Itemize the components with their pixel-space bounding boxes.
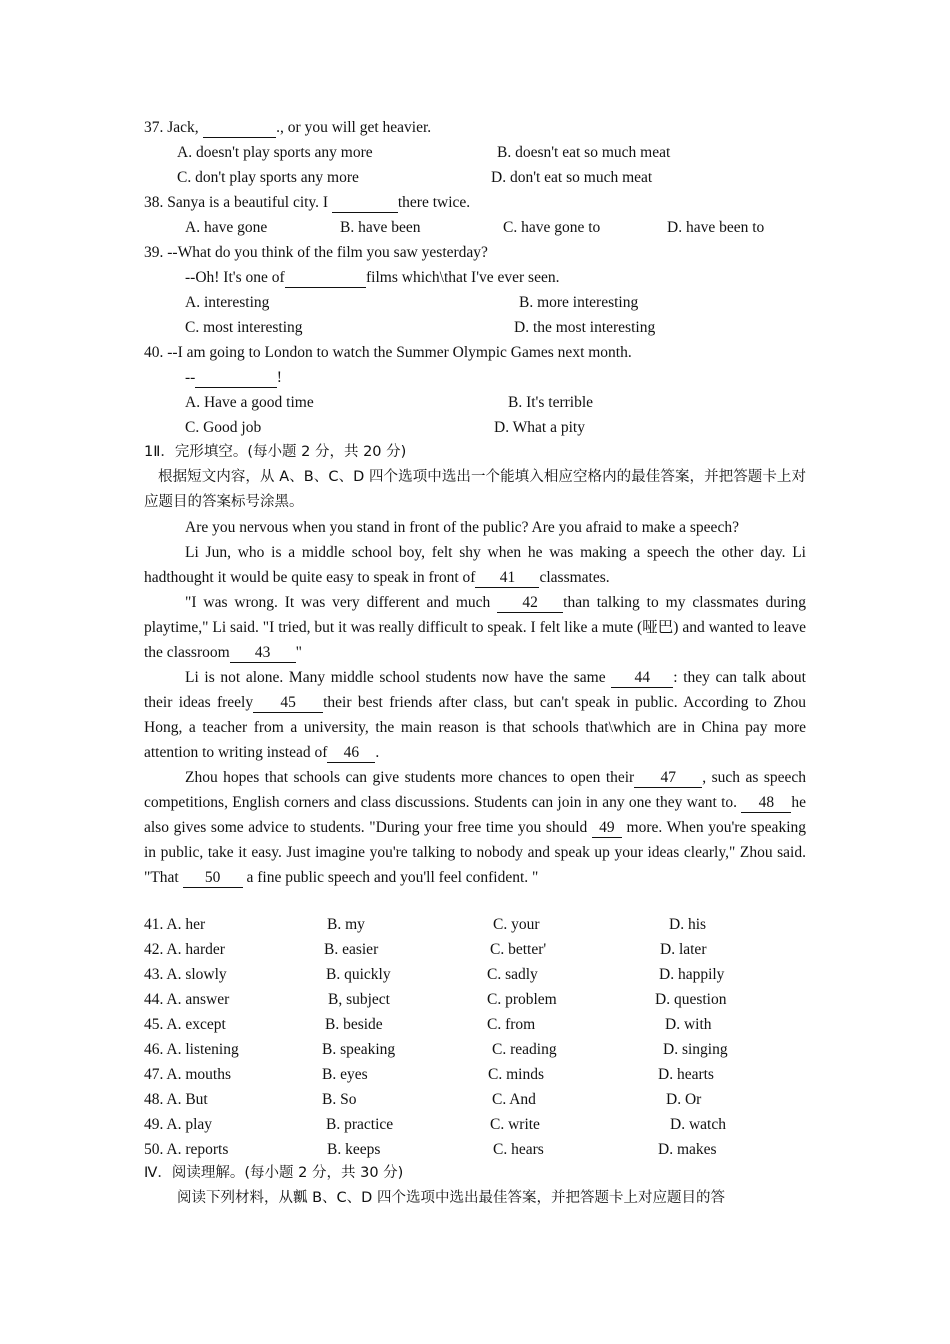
- p4-text-1: Li is not alone. Many middle school students now have the same: [185, 669, 612, 686]
- section-4-instruction-text: 阅读下列材料，从瓤 B、C、D 四个选项中选出最佳答案，并把答题卡上对应题目的答: [177, 1190, 725, 1206]
- p2-text-2: classmates.: [539, 569, 610, 586]
- option-c: C. hears: [493, 1141, 544, 1158]
- q40-option-c: C. Good job: [185, 419, 262, 436]
- options-row-46: [0, 1037, 950, 1062]
- q40-option-d: D. What a pity: [494, 419, 585, 436]
- q37-stem-end: ., or you will get heavier.: [276, 119, 432, 136]
- options-row-47: [0, 1062, 950, 1087]
- question-39-options-row1: [0, 290, 950, 315]
- q38-blank: [332, 194, 398, 213]
- option-b: B. quickly: [326, 966, 391, 983]
- p5-text-3: he also gives some advice to students. "During your free time you should: [144, 794, 806, 836]
- passage-paragraph-1: Are you nervous when you stand in front of the public? Are you afraid to make a speech?: [185, 519, 739, 536]
- option-a: 43. A. slowly: [144, 966, 227, 983]
- p3-text-3: ": [295, 644, 302, 661]
- q39-option-d: D. the most interesting: [514, 319, 656, 336]
- option-b: B. eyes: [322, 1066, 368, 1083]
- q40-reply-start: --: [185, 369, 196, 386]
- section-4-heading: [0, 1161, 950, 1186]
- option-d: D. makes: [658, 1141, 717, 1158]
- blank-41: 41: [475, 569, 539, 588]
- q38-option-b: B. have been: [340, 219, 421, 236]
- blank-46: 46: [327, 744, 375, 763]
- q37-stem-start: 37. Jack,: [144, 119, 203, 136]
- blank-44: 44: [611, 669, 673, 688]
- option-a: 50. A. reports: [144, 1141, 229, 1158]
- option-b: B. practice: [326, 1116, 394, 1133]
- p3-text-1: "I was wrong. It was very different and much: [185, 594, 498, 611]
- question-37-options-row2: [0, 165, 950, 190]
- p4-text-2: : they can talk about their ideas freely: [144, 669, 806, 711]
- q39-option-a: A. interesting: [185, 294, 270, 311]
- q38-option-a: A. have gone: [185, 219, 268, 236]
- option-c: C. sadly: [487, 966, 538, 983]
- question-40-options-row1: [0, 390, 950, 415]
- option-b: B. speaking: [322, 1041, 396, 1058]
- q38-option-d: D. have been to: [667, 219, 765, 236]
- option-d: D. Or: [666, 1091, 702, 1108]
- options-row-43: [0, 962, 950, 987]
- option-d: D. happily: [659, 966, 725, 983]
- options-row-48: [0, 1087, 950, 1112]
- blank-47: 47: [634, 769, 702, 788]
- option-c: C. your: [493, 916, 540, 933]
- q37-option-a: A. doesn't play sports any more: [177, 144, 373, 161]
- p5-text-4: more. When you're speaking in public, take it easy. Just imagine you're talking to nobody and speak up your ideas clearly," Zhou said. "That: [144, 819, 806, 886]
- q40-blank: [195, 369, 276, 388]
- p3-text-2: than talking to my classmates during playtime," Li said. "I tried, but it was really difficult to speak. I felt like a mute (哑巴) and wanted to leave the classroom: [144, 594, 806, 661]
- option-c: C. write: [490, 1116, 540, 1133]
- p5-text-1: Zhou hopes that schools can give students more chances to open their: [185, 769, 635, 786]
- question-40-reply: [0, 365, 950, 390]
- options-row-44: [0, 987, 950, 1012]
- blank-43: 43: [230, 644, 296, 663]
- options-row-45: [0, 1012, 950, 1037]
- question-40-stem: [0, 340, 950, 365]
- passage-paragraph-3: [144, 590, 806, 665]
- option-d: D. later: [660, 941, 707, 958]
- option-d: D. question: [655, 991, 727, 1008]
- p2-text-1: Li Jun, who is a middle school boy, felt shy when he was making a speech the other day. Li hadthought it would be quite easy to speak in front of: [144, 544, 806, 586]
- options-row-49: [0, 1112, 950, 1137]
- option-c: C. better': [490, 941, 547, 958]
- option-b: B. beside: [325, 1016, 383, 1033]
- p4-text-3: their best friends after class, but can't speak in public. According to Zhou Hong, a teacher from a university, the main reason is that schools that\which are in China pay more attention to writing instead of: [144, 694, 807, 761]
- blank-45: 45: [253, 694, 323, 713]
- q39-reply-start: --Oh! It's one of: [185, 269, 285, 286]
- q38-option-c: C. have gone to: [503, 219, 601, 236]
- option-b: B. So: [322, 1091, 357, 1108]
- option-a: 45. A. except: [144, 1016, 226, 1033]
- q40-reply-end: !: [276, 369, 282, 386]
- q39-question: 39. --What do you think of the film you saw yesterday?: [144, 244, 488, 261]
- section-4-title: Ⅳ．阅读理解。(每小题 2 分，共 30 分): [144, 1165, 404, 1181]
- option-a: 46. A. listening: [144, 1041, 239, 1058]
- option-b: B, subject: [328, 991, 390, 1008]
- options-row-50: [0, 1137, 950, 1162]
- option-a: 41. A. her: [144, 916, 206, 933]
- q40-question: 40. --I am going to London to watch the Summer Olympic Games next month.: [144, 344, 632, 361]
- option-d: D. hearts: [658, 1066, 714, 1083]
- blank-50: 50: [183, 869, 243, 888]
- option-a: 42. A. harder: [144, 941, 225, 958]
- question-39-stem: [0, 240, 950, 265]
- question-38-options: [0, 215, 950, 240]
- q39-reply-end: films which\that I've ever seen.: [366, 269, 560, 286]
- section-4-instruction: [0, 1186, 950, 1211]
- option-a: 49. A. play: [144, 1116, 213, 1133]
- option-c: C. problem: [487, 991, 557, 1008]
- q38-stem-start: 38. Sanya is a beautiful city. I: [144, 194, 332, 211]
- option-a: 48. A. But: [144, 1091, 208, 1108]
- option-c: C. reading: [492, 1041, 557, 1058]
- option-d: D. with: [665, 1016, 712, 1033]
- option-c: C. from: [487, 1016, 536, 1033]
- section-3-heading: [0, 440, 950, 465]
- q39-blank: [285, 269, 366, 288]
- q37-option-d: D. don't eat so much meat: [491, 169, 653, 186]
- option-a: 47. A. mouths: [144, 1066, 231, 1083]
- question-38-stem: [0, 190, 950, 215]
- q39-option-b: B. more interesting: [519, 294, 639, 311]
- option-d: D. singing: [663, 1041, 728, 1058]
- p5-text-5: a fine public speech and you'll feel confident. ": [242, 869, 539, 886]
- option-b: B. keeps: [327, 1141, 381, 1158]
- question-37-options-row1: [0, 140, 950, 165]
- blank-42: 42: [497, 594, 563, 613]
- question-39-reply: [0, 265, 950, 290]
- question-37-stem: [0, 115, 950, 140]
- section-3-instruction: 根据短文内容，从 A、B、C、D 四个选项中选出一个能填入相应空格内的最佳答案，并把答题卡上对应题目的答案标号涂黑。: [144, 469, 806, 510]
- q37-blank: [203, 119, 277, 138]
- passage-paragraph-2: [144, 540, 806, 590]
- q37-option-b: B. doesn't eat so much meat: [497, 144, 671, 161]
- option-c: C. minds: [488, 1066, 544, 1083]
- option-d: D. watch: [670, 1116, 726, 1133]
- option-a: 44. A. answer: [144, 991, 230, 1008]
- question-39-options-row2: [0, 315, 950, 340]
- options-row-41: [0, 912, 950, 937]
- p5-text-2: , such as speech competitions, English corners and class discussions. Students can join in any one they want to.: [144, 769, 806, 811]
- section-3-title: 1Ⅱ．完形填空。(每小题 2 分，共 20 分): [144, 444, 407, 460]
- q38-stem-end: there twice.: [397, 194, 471, 211]
- blank-49: 49: [592, 819, 622, 838]
- q40-option-b: B. It's terrible: [508, 394, 594, 411]
- option-b: B. easier: [324, 941, 379, 958]
- question-40-options-row2: [0, 415, 950, 440]
- q37-option-c: C. don't play sports any more: [177, 169, 359, 186]
- option-d: D. his: [669, 916, 707, 933]
- q40-option-a: A. Have a good time: [185, 394, 314, 411]
- option-b: B. my: [327, 916, 365, 933]
- options-row-42: [0, 937, 950, 962]
- blank-48: 48: [741, 794, 791, 813]
- q39-option-c: C. most interesting: [185, 319, 303, 336]
- passage-paragraph-4: [144, 665, 806, 765]
- p4-text-4: .: [375, 744, 380, 761]
- option-c: C. And: [492, 1091, 536, 1108]
- passage-paragraph-5: [144, 765, 806, 890]
